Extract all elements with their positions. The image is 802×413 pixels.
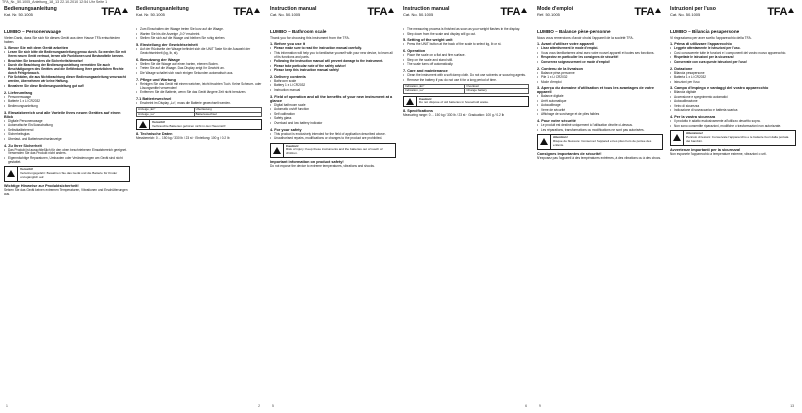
catalog-number: Kat. Nr. 50.1005 bbox=[4, 12, 33, 17]
bullet-item: • Le produit est destiné uniquement à l'utilisation décrite ci-dessus. bbox=[537, 124, 663, 128]
section-heading: 2. Delivery contents bbox=[270, 74, 306, 79]
warning-heading: Caution! bbox=[419, 96, 432, 101]
page-number: 5 bbox=[272, 404, 274, 408]
file-header: TFA_Nr._50.1005_Anleitung_18_13 22.10.2010 12:54 Uhr Seite 1 bbox=[2, 0, 108, 4]
table-cell: Batteriewechsel bbox=[194, 112, 261, 117]
manual-page bbox=[537, 6, 663, 410]
bullet-item: • Place the scale on a flat and firm surface. bbox=[403, 54, 529, 58]
page-title: Istruzioni per l'uso bbox=[670, 6, 716, 12]
body-text: Messbereich: 0 ... 150 kg / 330 lb / 23 st · Einteilung: 100 g / 0.2 lb bbox=[136, 136, 230, 141]
warning-box bbox=[670, 130, 796, 145]
warning-icon-cell bbox=[5, 167, 18, 180]
warning-text: Vorsicht! Verbrauchte Batterien gehören nicht in den Hausmüll! bbox=[150, 120, 261, 130]
page-title: Instruction manual bbox=[403, 6, 450, 12]
bullet-item: • Step on the scale and stand still. bbox=[403, 59, 529, 63]
section-heading: Avvertenze importanti per la sicurezza! bbox=[670, 147, 741, 152]
section-heading: 4. Pour votre sécurité bbox=[537, 119, 576, 124]
warning-text: Caution! Risk of injury: Keep these instruments and the batteries out of reach of children. bbox=[284, 144, 395, 157]
bullet-item: • Mode d'emploi bbox=[537, 81, 663, 85]
bullet-item: • Stellen Sie sich auf die Waage und bleiben Sie ruhig stehen. bbox=[136, 37, 262, 41]
logo-triangle-icon bbox=[655, 8, 661, 13]
bullet-item: • Remove the battery if you do not use it for a long period of time. bbox=[403, 79, 529, 83]
bullet-item: • This information will help you to familiarise yourself with your new device, to learn all of its functions and parts. bbox=[270, 52, 396, 60]
page-number: 6 bbox=[525, 404, 527, 408]
warning-triangle-icon bbox=[7, 170, 15, 177]
bullet-item: • Please make sure to read the instruction manual carefully. bbox=[270, 47, 396, 51]
body-text: Non esponete l'apparecchio a temperature estreme, vibrazioni o urti. bbox=[670, 151, 767, 156]
bullet-item: • Automatic on/off function bbox=[270, 108, 396, 112]
tfa-logo: TFA bbox=[767, 6, 794, 18]
warning-icon-cell bbox=[538, 135, 551, 148]
bullet-item: • Eigenmächtige Reparaturen, Umbauten oder Veränderungen am Gerät sind nicht gestattet. bbox=[4, 157, 130, 165]
bullet-item: • Overload and low battery indicator bbox=[270, 122, 396, 126]
table-row bbox=[404, 89, 529, 94]
bullet-item: • Batteria 1 x Li CR2032 bbox=[670, 76, 796, 80]
bullet-item: • Accensione e spegnimento automatici bbox=[670, 96, 796, 100]
bullet-item: • Please keep this instruction manual safely! bbox=[270, 69, 396, 73]
warning-box bbox=[537, 134, 663, 149]
manual-page bbox=[136, 6, 262, 410]
section-heading: 4. For your safety bbox=[270, 127, 302, 132]
bullet-item: • Vetro di sicurezza bbox=[670, 105, 796, 109]
warning-triangle-icon bbox=[540, 138, 548, 145]
bullet-item: • Treten Sie auf die Waage. Das Display zeigt Ihr Gewicht an. bbox=[136, 67, 262, 71]
warning-heading: Vorsicht! bbox=[152, 119, 166, 124]
section-heading: 1. Bevor Sie mit dem Gerät arbeiten bbox=[4, 46, 69, 51]
page-number: 9 bbox=[539, 404, 541, 408]
page-header bbox=[403, 6, 529, 28]
section-heading: 5. Einstellung der Gewichtseinheit bbox=[136, 42, 198, 47]
body-text: Do not expose the device to extreme temperatures, vibrations and shocks. bbox=[270, 164, 375, 169]
bullet-item: • Beachten Sie besonders die Sicherheitshinweise! bbox=[4, 60, 130, 64]
bullet-item: • Clean the instrument with a soft damp cloth. Do not use solvents or scouring agents. bbox=[403, 74, 529, 78]
tfa-logo: TFA bbox=[367, 6, 394, 18]
body-text: Setzen Sie das Gerät keinen extremen Temperaturen, Vibrationen und Erschütterungen aus. bbox=[4, 187, 128, 196]
bullet-item: • Balance digitale bbox=[537, 95, 663, 99]
bullet-item: • Press the UNIT button at the back of the scale to select kg, lb or st. bbox=[403, 43, 529, 47]
section-heading: 8. Technische Daten bbox=[136, 132, 173, 137]
warning-box bbox=[4, 166, 130, 181]
warning-icon-cell bbox=[271, 144, 284, 157]
warning-icon-cell bbox=[137, 120, 150, 130]
bullet-item: • Rispettate le istruzioni per la sicurezza! bbox=[670, 56, 796, 60]
page-number: 1 bbox=[6, 404, 8, 408]
logo-triangle-icon bbox=[254, 8, 260, 13]
tfa-logo: TFA bbox=[233, 6, 260, 18]
logo-triangle-icon bbox=[122, 8, 128, 13]
bullet-item: • The measuring process is finished as soon as your weight flashes in the display. bbox=[403, 28, 529, 32]
bullet-item: • Digitale Personenwaage bbox=[4, 120, 130, 124]
table-cell: Indication „Err“ bbox=[404, 84, 465, 89]
bullet-item: • Leggete attentamente le istruzioni per l'uso. bbox=[670, 47, 796, 51]
bullet-item: • Battery 1 x Li CR2032 bbox=[270, 84, 396, 88]
bullet-item: • Self calibration bbox=[270, 113, 396, 117]
section-heading: 7.1 Batteriewechsel bbox=[136, 96, 172, 101]
section-heading: Important information on product safety! bbox=[270, 160, 344, 165]
bullet-item: • Für Schäden, die aus Nichtbeachtung dieser Bedienungsanleitung verursacht werden, übernehmen wir keine Haftung. bbox=[4, 76, 130, 84]
tfa-logo: TFA bbox=[500, 6, 527, 18]
bullet-item: • Lesen Sie sich bitte die Bedienungsanleitung genau durch. So werden Sie mit Ihrem neuen Gerät vertraut, lernen alle Funktionen und Bestandteile kennen. bbox=[4, 51, 130, 59]
bullet-item: • Das Produkt ist ausschließlich für den oben beschriebenen Einsatzbereich geeignet. Verwenden Sie das Produkt nicht anders. bbox=[4, 149, 130, 157]
section-heading: 3. Aperçu du domaine d'utilisation et tous les avantages de votre appareil bbox=[537, 86, 655, 95]
page-header bbox=[270, 6, 396, 28]
bullet-item: • Automatische Ein/Ausschaltung bbox=[4, 124, 130, 128]
intro-text: Thank you for choosing this instrument from the TFA. bbox=[270, 36, 350, 40]
logo-triangle-icon bbox=[788, 8, 794, 13]
bullet-item: • Conservate con cura queste istruzioni per l'uso! bbox=[670, 61, 796, 65]
bullet-item: • Istruzioni per l'uso bbox=[670, 81, 796, 85]
tfa-logo: TFA bbox=[101, 6, 128, 18]
warning-box bbox=[136, 119, 262, 131]
indication-table bbox=[136, 107, 262, 117]
section-heading: 1. Avant d'utiliser votre appareil bbox=[537, 42, 595, 47]
bullet-item: • Entfernen Sie die Batterie, wenn Sie das Gerät längere Zeit nicht benutzen. bbox=[136, 91, 262, 95]
section-heading: 6. Benutzung der Waage bbox=[136, 57, 180, 62]
section-heading: Consignes importantes de sécurité! bbox=[537, 151, 602, 156]
section-heading: 3. Field of operation and all the benefits of your new instrument at a glance bbox=[270, 94, 393, 103]
table-cell: Anzeige „Lo“ bbox=[137, 112, 195, 117]
table-cell: Anzeige „Err“ bbox=[137, 107, 195, 112]
bullet-item: • Autocalibrazione bbox=[670, 100, 796, 104]
bullet-item: • Überlast- und Batteriewechselanzeige bbox=[4, 138, 130, 142]
bullet-item: • Autocalibrage bbox=[537, 104, 663, 108]
catalog-number: Réf. 50.1005 bbox=[537, 12, 560, 17]
bullet-item: • Following the instruction manual will prevent damage to the instrument. bbox=[270, 60, 396, 64]
bullet-item: • The scale turns off automatically. bbox=[403, 63, 529, 67]
section-heading: 1. Before you use it bbox=[270, 42, 306, 47]
bullet-item: • Bathroom scale bbox=[270, 80, 396, 84]
warning-heading: Attention! bbox=[553, 135, 568, 140]
manual-page bbox=[270, 6, 396, 410]
table-cell: Change battery bbox=[465, 89, 529, 94]
section-heading: Wichtige Hinweise zur Produktsicherheit! bbox=[4, 183, 79, 188]
bullet-item: • Bilancia digitale bbox=[670, 91, 796, 95]
page-title: Bedienungsanleitung bbox=[4, 6, 57, 12]
bullet-item: • Così conoscerete tutte le funzioni e i componenti del vostro nuovo apparecchio. bbox=[670, 52, 796, 56]
section-heading: 8. Specifications bbox=[403, 109, 433, 114]
warning-heading: Caution! bbox=[286, 143, 299, 148]
bullet-item: • Conservez soigneusement ce mode d'emploi! bbox=[537, 61, 663, 65]
page-header bbox=[670, 6, 796, 28]
product-title: LUMBO – Bathroom scale bbox=[270, 29, 327, 34]
warning-triangle-icon bbox=[139, 121, 147, 128]
bullet-item: • Erscheint im Display „Lo“, muss die Batterie gewechselt werden. bbox=[136, 102, 262, 106]
warning-triangle-icon bbox=[273, 147, 281, 154]
catalog-number: Cat. No. 50.1005 bbox=[270, 12, 301, 17]
section-heading: 3. Campo d'impiego e vantaggi del vostro apparecchio bbox=[670, 86, 769, 91]
intro-text: Vi ringraziamo per aver scelto l'apparecchio della TFA. bbox=[670, 36, 752, 40]
page-header bbox=[136, 6, 262, 28]
table-cell: Überlastung bbox=[194, 107, 261, 112]
bullet-item: • Verre de sécurité bbox=[537, 109, 663, 113]
catalog-number: Cat. No. 50.1005 bbox=[670, 12, 701, 17]
page-title: Instruction manual bbox=[270, 6, 317, 12]
section-heading: 7. Pflege und Wartung bbox=[136, 77, 176, 82]
product-title: LUMBO – Personenwaage bbox=[4, 29, 61, 34]
bullet-item: • This product is exclusively intended for the field of application described above. bbox=[270, 133, 396, 137]
product-title: LUMBO – Balance pèse-personne bbox=[537, 29, 611, 34]
product-title: LUMBO – Bilancia pesapersone bbox=[670, 29, 740, 34]
section-heading: 4. Zu Ihrer Sicherheit bbox=[4, 143, 42, 148]
bullet-item: • Warten Sie bis die Anzeige „0.0“ erscheint. bbox=[136, 33, 262, 37]
bullet-item: • Bilancia pesapersone bbox=[670, 72, 796, 76]
section-heading: 6. Operation bbox=[403, 49, 426, 54]
bullet-item: • Affichage de surcharge et de piles faibles bbox=[537, 113, 663, 117]
logo-triangle-icon bbox=[521, 8, 527, 13]
bullet-item: • Lisez attentivement le mode d'emploi. bbox=[537, 47, 663, 51]
page-number: 2 bbox=[258, 404, 260, 408]
page-number: 13 bbox=[790, 404, 794, 408]
bullet-item: • Auf der Rückseite der Waage befindet sich die UNIT Taste für die Auswahl der Gewichtseinheit (kg, lb, st). bbox=[136, 48, 262, 56]
warning-box bbox=[270, 143, 396, 158]
intro-text: Nous vous remercions d'avoir choisi l'appareil de la société TFA. bbox=[537, 36, 634, 40]
manual-page bbox=[4, 6, 130, 410]
bullet-item: • Respectez en particulier les consignes de sécurité! bbox=[537, 56, 663, 60]
bullet-item: • Personenwaage bbox=[4, 96, 130, 100]
warning-text: Attenzione! Pericolo di lesioni: Conservate l'apparecchio e le batterie fuori dalla portata dei bambini. bbox=[684, 131, 795, 144]
section-heading: 4. Per la vostra sicurezza bbox=[670, 115, 716, 120]
catalog-number: Cat. No. 50.1005 bbox=[403, 12, 434, 17]
bullet-item: • Please take particular note of the safety advice! bbox=[270, 65, 396, 69]
tfa-logo: TFA bbox=[634, 6, 661, 18]
bullet-item: • Sicherheitsglas bbox=[4, 133, 130, 137]
bullet-item: • Instruction manual bbox=[270, 89, 396, 93]
bullet-item: • Unauthorised repairs, modifications or changes to the product are prohibited. bbox=[270, 137, 396, 141]
page-title: Mode d'emploi bbox=[537, 6, 574, 12]
table-cell: Indication „Lo“ bbox=[404, 89, 465, 94]
section-heading: 5. Setting of the weight unit bbox=[403, 38, 453, 43]
warning-text: Attention! Risque de blessure: Conservez l'appareil et les piles hors de portée des enfants. bbox=[551, 135, 662, 148]
warning-text: Vorsicht! Verletzungsgefahr: Bewahren Sie das Gerät und die Batterie für Kinder unzugänglich auf. bbox=[18, 167, 129, 180]
catalog-number: Kat. Nr. 50.1005 bbox=[136, 12, 165, 17]
bullet-item: • Die Waage schaltet sich nach einigen Sekunden automatisch aus. bbox=[136, 72, 262, 76]
section-heading: 2. Dotazione bbox=[670, 66, 693, 71]
page-header bbox=[537, 6, 663, 28]
bullet-item: • Reinigen Sie das Gerät mit einem weichen, leicht feuchten Tuch. Keine Scheuer- oder Lösungsmittel verwenden! bbox=[136, 83, 262, 91]
page-header bbox=[4, 6, 130, 28]
warning-text: Caution! Do not dispose of old batteries in household waste. bbox=[417, 97, 528, 107]
bullet-item: • Stellen Sie die Waage auf einen harten, ebenen Boden. bbox=[136, 63, 262, 67]
section-heading: 3. Einsatzbereich und alle Vorteile Ihres neuen Gerätes auf einen Blick bbox=[4, 110, 121, 119]
warning-heading: Vorsicht! bbox=[20, 167, 34, 172]
section-heading: 2. Lieferumfang bbox=[4, 90, 33, 95]
bullet-item: • Batterie 1 x Li CR2032 bbox=[4, 100, 130, 104]
bullet-item: • Safety glass bbox=[270, 117, 396, 121]
bullet-item: • Balance pèse-personne bbox=[537, 72, 663, 76]
bullet-item: • Zum Einschalten der Waage treten Sie kurz auf die Waage. bbox=[136, 28, 262, 32]
warning-icon-cell bbox=[671, 131, 684, 144]
indication-table bbox=[403, 84, 529, 94]
section-heading: 2. Contenu de la livraison bbox=[537, 66, 583, 71]
body-text: Measuring range: 0 ... 150 kg / 330 lb / 23 st · Graduation: 100 g / 0.2 lb bbox=[403, 113, 505, 118]
manual-page bbox=[670, 6, 796, 410]
intro-text: Vielen Dank, dass Sie sich für dieses Gerät aus dem Hause TFA entschieden haben. bbox=[4, 36, 120, 45]
bullet-item: • Vous vous familiariserez ainsi avec votre nouvel appareil et toutes ses fonctions. bbox=[537, 52, 663, 56]
table-row bbox=[137, 112, 262, 117]
bullet-item: • Step down from the scale and display will go out. bbox=[403, 33, 529, 37]
bullet-item: • Durch die Beachtung der Bedienungsanleitung vermeiden Sie auch Beschädigungen des Gerätes und die Gefährdung Ihrer gesetzlichen Rechte durch Fehlgebrauch. bbox=[4, 64, 130, 76]
warning-triangle-icon bbox=[406, 98, 414, 105]
bullet-item: • Les réparations, transformations ou modifications ne sont pas autorisées. bbox=[537, 129, 663, 133]
bullet-item: • Digital bathroom scale bbox=[270, 104, 396, 108]
warning-icon-cell bbox=[404, 97, 417, 107]
bullet-item: • Arrêt automatique bbox=[537, 100, 663, 104]
warning-heading: Attenzione! bbox=[686, 131, 703, 136]
section-heading: 1. Prima di utilizzare l'apparecchio bbox=[670, 42, 732, 47]
bullet-item: • Selbstkalibrierend bbox=[4, 129, 130, 133]
warning-box bbox=[403, 96, 529, 108]
manual-page bbox=[403, 6, 529, 410]
body-text: N'exposez pas l'appareil à des températures extrêmes, à des vibrations ou à des chocs. bbox=[537, 155, 662, 160]
bullet-item: • Indicazione di sovraccarico e batteria scarica bbox=[670, 109, 796, 113]
table-cell: Overload bbox=[465, 84, 529, 89]
bullet-item: • Il prodotto è adatto esclusivamente all'utilizzo descritto sopra. bbox=[670, 120, 796, 124]
bullet-item: • Pile 1 x Li CR2032 bbox=[537, 76, 663, 80]
bullet-item: • Bedienungsanleitung bbox=[4, 105, 130, 109]
section-heading: 7. Care and maintenance bbox=[403, 69, 448, 74]
bullet-item: • Non sono consentite riparazioni, modifiche o trasformazioni non autorizzate. bbox=[670, 125, 796, 129]
warning-triangle-icon bbox=[673, 134, 681, 141]
logo-triangle-icon bbox=[388, 8, 394, 13]
bullet-item: • Bewahren Sie diese Bedienungsanleitung gut auf! bbox=[4, 85, 130, 89]
page-title: Bedienungsanleitung bbox=[136, 6, 189, 12]
